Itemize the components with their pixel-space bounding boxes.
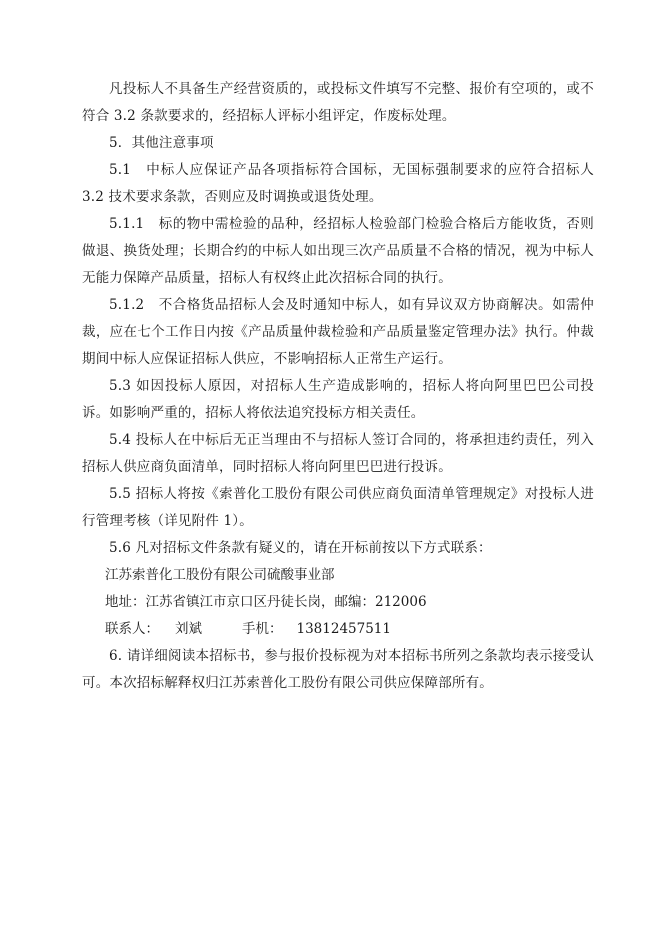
contact-line bbox=[105, 616, 391, 643]
paragraph-6: 6. 请详细阅读本招标书，参与报价投标视为对本招标书所列之条款均表示接受认可。本次招标解释权归江苏索普化工股份有限公司供应保障部所有。 bbox=[82, 648, 594, 691]
contact-phone: 13812457511 bbox=[296, 621, 391, 637]
contact-address: 地址：江苏省镇江市京口区丹徒长岗，邮编：212006 bbox=[105, 594, 427, 610]
paragraph-disqualification: 凡投标人不具备生产经营资质的，或投标文件填写不完整、报价有空项的，或不符合 3.2 条款要求的，经招标人评标小组评定，作废标处理。 bbox=[82, 81, 594, 124]
contact-phone-label: 手机： bbox=[242, 621, 283, 637]
section-heading-other-notes: 5．其他注意事项 bbox=[109, 135, 214, 151]
paragraph-5-5: 5.5 招标人将按《索普化工股份有限公司供应商负面清单管理规定》对投标人进行管理考核（详见附件 1）。 bbox=[82, 486, 594, 529]
paragraph-5-1-1: 5.1.1 标的物中需检验的品种，经招标人检验部门检验合格后方能收货，否则做退、换货处理；长期合约的中标人如出现三次产品质量不合格的情况，视为中标人无能力保障产品质量，招标人有权终止此次招标合同的执行。 bbox=[82, 216, 594, 286]
paragraph-5-1-2: 5.1.2 不合格货品招标人会及时通知中标人，如有异议双方协商解决。如需仲裁，应在七个工作日内按《产品质量仲裁检验和产品质量鉴定管理办法》执行。仲裁期间中标人应保证招标人供应，不影响招标人正常生产运行。 bbox=[82, 297, 594, 367]
paragraph-5-4: 5.4 投标人在中标后无正当理由不与招标人签订合同的，将承担违约责任，列入招标人供应商负面清单，同时招标人将向阿里巴巴进行投诉。 bbox=[82, 432, 594, 475]
contact-person-label: 联系人： bbox=[105, 621, 159, 637]
paragraph-5-6: 5.6 凡对招标文件条款有疑义的，请在开标前按以下方式联系： bbox=[109, 540, 492, 556]
contact-company: 江苏索普化工股份有限公司硫酸事业部 bbox=[105, 567, 335, 583]
contact-person-name: 刘斌 bbox=[175, 621, 202, 637]
paragraph-5-1: 5.1 中标人应保证产品各项指标符合国标，无国标强制要求的应符合招标人 3.2 技术要求条款，否则应及时调换或退货处理。 bbox=[82, 162, 594, 205]
paragraph-5-3: 5.3 如因投标人原因，对招标人生产造成影响的，招标人将向阿里巴巴公司投诉。如影响严重的，招标人将依法追究投标方相关责任。 bbox=[82, 378, 594, 421]
